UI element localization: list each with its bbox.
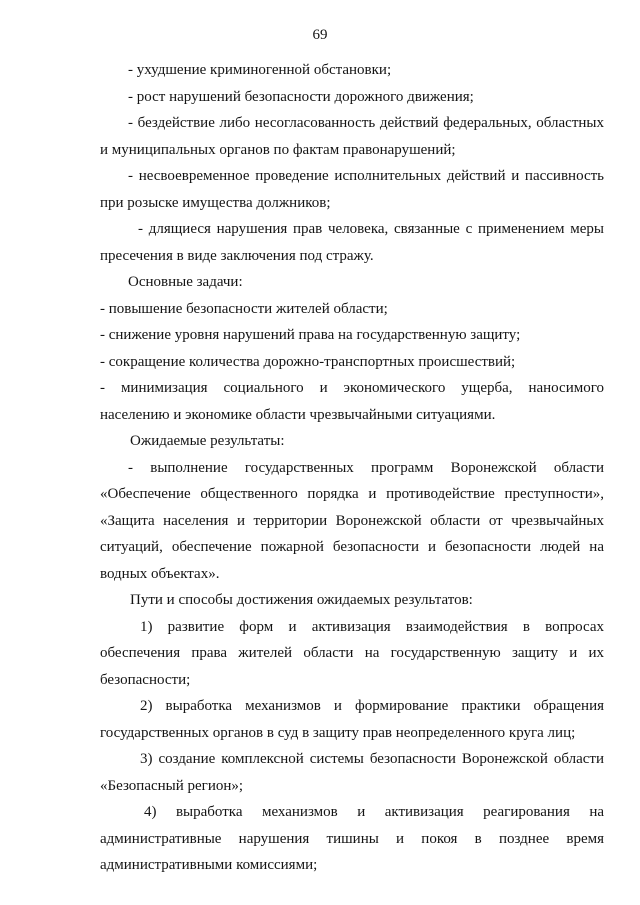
list-item-human-rights: - длящиеся нарушения прав человека, связанные с применением меры пресечения в виде заключения под стражу. <box>100 221 604 264</box>
numbered-item-3: 3) создание комплексной системы безопасности Воронежской области «Безопасный регион»; <box>100 751 604 794</box>
list-item-enforcement: - несвоевременное проведение исполнительных действий и пассивность при розыске имущества должников; <box>100 168 604 211</box>
list-item-rights-violations: - снижение уровня нарушений права на государственную защиту; <box>100 327 521 343</box>
page-number: 69 <box>312 27 328 43</box>
document-body <box>100 57 604 879</box>
list-item-programs: - выполнение государственных программ Воронежской области «Обеспечение общественного порядка и противодействие преступности», «Защита населения и территории Воронежской области от чрезвычайных ситуаций, обеспечение пожарной безопасности и безопасности людей на водных объектах». <box>100 459 604 582</box>
section-heading-results: Ожидаемые результаты: <box>130 433 285 449</box>
list-item-damage: - минимизация социального и экономического ущерба, наносимого населению и экономике области чрезвычайными ситуациями. <box>100 380 604 423</box>
list-item-accidents: - сокращение количества дорожно-транспортных происшествий; <box>100 353 516 370</box>
section-heading-ways: Пути и способы достижения ожидаемых результатов: <box>130 592 473 608</box>
list-item-criminogenic: - ухудшение криминогенной обстановки; <box>128 62 392 78</box>
section-heading-tasks: Основные задачи: <box>128 274 243 290</box>
list-item-safety: - повышение безопасности жителей области; <box>100 300 388 317</box>
list-item-inaction: - бездействие либо несогласованность действий федеральных, областных и муниципальных органов по фактам правонарушений; <box>100 115 604 158</box>
numbered-item-4: 4) выработка механизмов и активизация реагирования на административные нарушения тишины и покоя в позднее время административными комиссиями; <box>100 804 604 873</box>
numbered-item-2: 2) выработка механизмов и формирование практики обращения государственных органов в суд в защиту прав неопределенного круга лиц; <box>100 698 604 741</box>
list-item-road-safety: - рост нарушений безопасности дорожного движения; <box>128 88 474 105</box>
numbered-item-1: 1) развитие форм и активизация взаимодействия в вопросах обеспечения права жителей области на государственную защиту и их безопасности; <box>100 618 604 688</box>
